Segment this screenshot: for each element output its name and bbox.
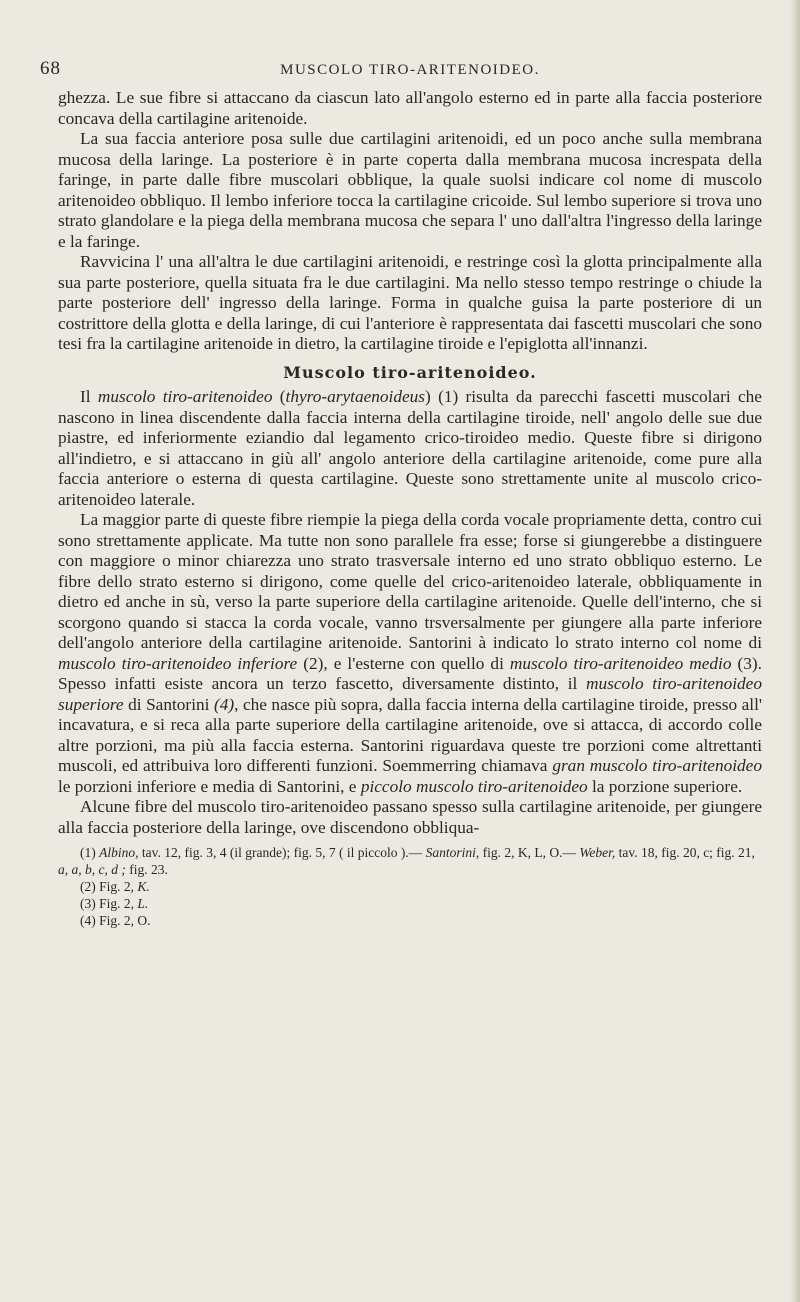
footnote: (3) Fig. 2, L. bbox=[80, 896, 149, 911]
footnote: (2) Fig. 2, K. bbox=[80, 879, 150, 894]
page-edge-shadow bbox=[790, 0, 800, 1302]
footnote: (1) Albino, tav. 12, fig. 3, 4 (il grande); fig. 5, 7 ( il piccolo ).— Santorini, fig. 2, K, L, O.— Weber, tav. 18, fig. 20, c; fig. 21, a, a, b, c, d ; fig. 23. bbox=[58, 845, 755, 877]
paragraph: Alcune fibre del muscolo tiro-aritenoideo passano spesso sulla cartilagine aritenoide, per giungere alla faccia posteriore della laringe, ove discendono obbliqua- bbox=[58, 797, 762, 837]
paragraph: La sua faccia anteriore posa sulle due cartilagini aritenoidi, ed un poco anche sulla membrana mucosa della laringe. La posteriore è in parte coperta dalla membrana mucosa increspata della faringe, in parte dalle fibre muscolari obblique, la quale suolsi indicare col nome di muscolo aritenoideo obbliquo. Il lembo inferiore tocca la cartilagine cricoide. Sul lembo superiore si trova uno strato glandolare e la piega della membrana mucosa che separa l' uno dall'altra l'ingresso della laringe e la faringe. bbox=[58, 129, 762, 251]
paragraph: Ravvicina l' una all'altra le due cartilagini aritenoidi, e restringe così la glotta principalmente alla sua parte posteriore, quella situata fra le due cartilagini. Ma nello stesso tempo restringe o chiude la parte posteriore dell' ingresso della laringe. Forma in qualche guisa la parte posteriore di un costrittore della glotta e della laringe, di cui l'anteriore è rappresentata dai fascetti muscolari che sono tesi fra la cartilagine aritenoide in dietro, la cartilagine tiroide e l'epiglotta all'innanzi. bbox=[58, 252, 762, 353]
book-page bbox=[40, 58, 763, 929]
paragraph: La maggior parte di queste fibre riempie la piega della corda vocale propriamente detta, contro cui sono strettamente applicate. Ma tutte non sono parallele fra esse; forse si giungerebbe a distinguere con maggiore o minor chiarezza uno strato trasversale interno ed uno strato obbliquo esterno. Le fibre dello strato esterno si dirigono, come quelle del crico-aritenoideo laterale, obbliquamente in dietro ed anche in sù, verso la parte superiore della cartilagine aritenoide. Quelle dell'interno, che si scorgono quando si stacca la corda vocale, vanno trsversalmente per giungere alla parte inferiore dell'angolo anteriore della cartilagine aritenoide. Santorini à indicato lo strato interno col nome di muscolo tiro-aritenoideo inferiore (2), e l'esterne con quello di muscolo tiro-aritenoideo medio (3). Spesso infatti esiste ancora un terzo fascetto, diversamente distinto, il muscolo tiro-aritenoideo superiore di Santorini (4), che nasce più sopra, dalla faccia interna della cartilagine tiroide, presso all' incavatura, e si reca alla parte superiore della cartilagine aritenoide, ove si attacca, di accordo colle altre porzioni, ma più alla faccia esterna. Santorini riguardava queste tre porzioni come altrettanti muscoli, ed attribuiva loro differenti funzioni. Soemmerring chiamava gran muscolo tiro-aritenoideo le porzioni inferiore e media di Santorini, e piccolo muscolo tiro-aritenoideo la porzione superiore. bbox=[58, 510, 763, 796]
paragraph: ghezza. Le sue fibre si attaccano da ciascun lato all'angolo esterno ed in parte alla faccia posteriore concava della cartilagine aritenoide. bbox=[58, 88, 762, 128]
footnotes bbox=[58, 844, 762, 929]
body-text bbox=[58, 88, 762, 838]
section-heading: Muscolo tiro-aritenoideo. bbox=[283, 362, 537, 382]
page-header bbox=[40, 58, 762, 88]
page-number: 68 bbox=[40, 58, 61, 79]
running-title: MUSCOLO TIRO-ARITENOIDEO. bbox=[280, 62, 540, 78]
footnote: (4) Fig. 2, O. bbox=[80, 913, 151, 928]
paragraph: Il muscolo tiro-aritenoideo (thyro-arytaenoideus) (1) risulta da parecchi fascetti muscolari che nascono in linea discendente dalla faccia interna della cartilagine tiroide, nell' angolo delle sue due piastre, ed inferiormente eziandio dal legamento crico-tiroideo medio. Queste fibre si dirigono all'indietro, e si attaccano in giù all' angolo anteriore della cartilagine aritenoide, come pure alla faccia anteriore o esterna di questa cartilagine. Queste sono strettamente unite al muscolo crico-aritenoideo laterale. bbox=[58, 387, 762, 509]
